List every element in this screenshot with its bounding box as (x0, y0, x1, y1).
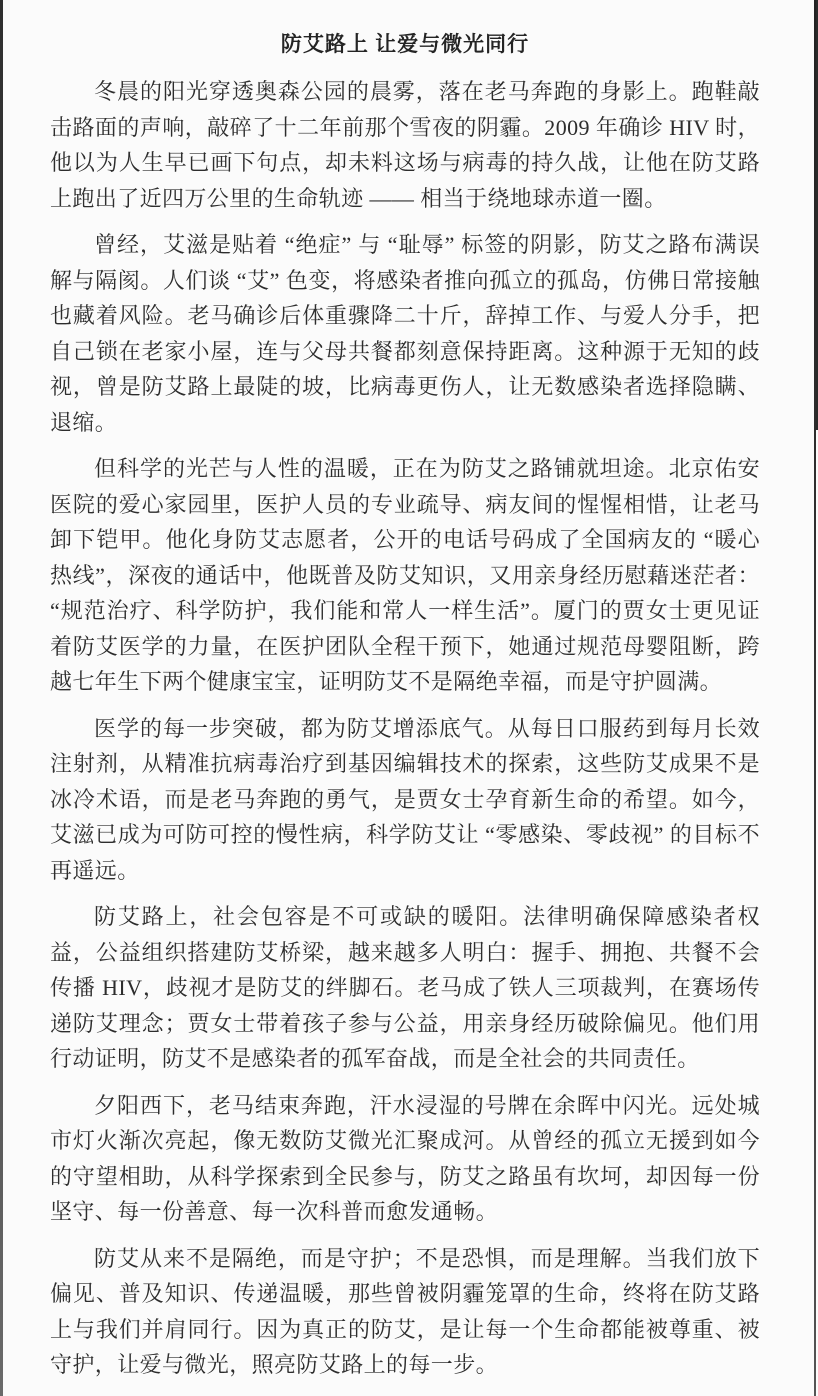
paragraph-7: 防艾从来不是隔绝，而是守护；不是恐惧，而是理解。当我们放下偏见、普及知识、传递温暖，那些曾被阴霾笼罩的生命，终将在防艾路上与我们并肩同行。因为真正的防艾，是让每一个生命都能被尊重、被守护，让爱与微光，照亮防艾路上的每一步。 (50, 1245, 760, 1377)
paragraph-1: 冬晨的阳光穿透奥森公园的晨雾，落在老马奔跑的身影上。跑鞋敲击路面的声响，敲碎了十二年前那个雪夜的阴霾。2009 年确诊 HIV 时，他以为人生早已画下句点，却未料这场与病毒的持久战，让他在防艾路上跑出了近四万公里的生命轨迹 —— 相当于绕地球赤道一圈。 (50, 79, 760, 211)
paragraph-6: 夕阳西下，老马结束奔跑，汗水浸湿的号牌在余晖中闪光。远处城市灯火渐次亮起，像无数防艾微光汇聚成河。从曾经的孤立无援到如今的守望相助，从科学探索到全民参与，防艾之路虽有坎坷，却因每一份坚守、每一份善意、每一次科普而愈发通畅。 (50, 1092, 760, 1224)
document-title: 防艾路上 让爱与微光同行 (280, 32, 530, 56)
paragraph-4: 医学的每一步突破，都为防艾增添底气。从每日口服药到每月长效注射剂，从精准抗病毒治疗到基因编辑技术的探索，这些防艾成果不是冰冷术语，而是老马奔跑的勇气，是贾女士孕育新生命的希望。如今，艾滋已成为可防可控的慢性病，科学防艾让 “零感染、零歧视” 的目标不再遥远。 (50, 715, 760, 883)
paragraph-5: 防艾路上，社会包容是不可或缺的暖阳。法律明确保障感染者权益，公益组织搭建防艾桥梁，越来越多人明白：握手、拥抱、共餐不会传播 HIV，歧视才是防艾的绊脚石。老马成了铁人三项裁判，在赛场传递防艾理念；贾女士带着孩子参与公益，用亲身经历破除偏见。他们用行动证明，防艾不是感染者的孤军奋战，而是全社会的共同责任。 (50, 904, 760, 1071)
paragraph-2: 曾经，艾滋是贴着 “绝症” 与 “耻辱” 标签的阴影，防艾之路布满误解与隔阂。人们谈 “艾” 色变，将感染者推向孤立的孤岛，仿佛日常接触也藏着风险。老马确诊后体重骤降二十斤，辞掉工作、与爱人分手，把自己锁在老家小屋，连与父母共餐都刻意保持距离。这种源于无知的歧视，曾是防艾路上最陡的坡，比病毒更伤人，让无数感染者选择隐瞒、退缩。 (50, 232, 760, 435)
paragraph-3: 但科学的光芒与人性的温暖，正在为防艾之路铺就坦途。北京佑安医院的爱心家园里，医护人员的专业疏导、病友间的惺惺相惜，让老马卸下铠甲。他化身防艾志愿者，公开的电话号码成了全国病友的 “暖心热线”，深夜的通话中，他既普及防艾知识，又用亲身经历慰藉迷茫者：“规范治疗、科学防护，我们能和常人一样生活”。厦门的贾女士更见证着防艾医学的力量，在医护团队全程干预下，她通过规范母婴阻断，跨越七年生下两个健康宝宝，证明防艾不是隔绝幸福，而是守护圆满。 (50, 456, 760, 694)
